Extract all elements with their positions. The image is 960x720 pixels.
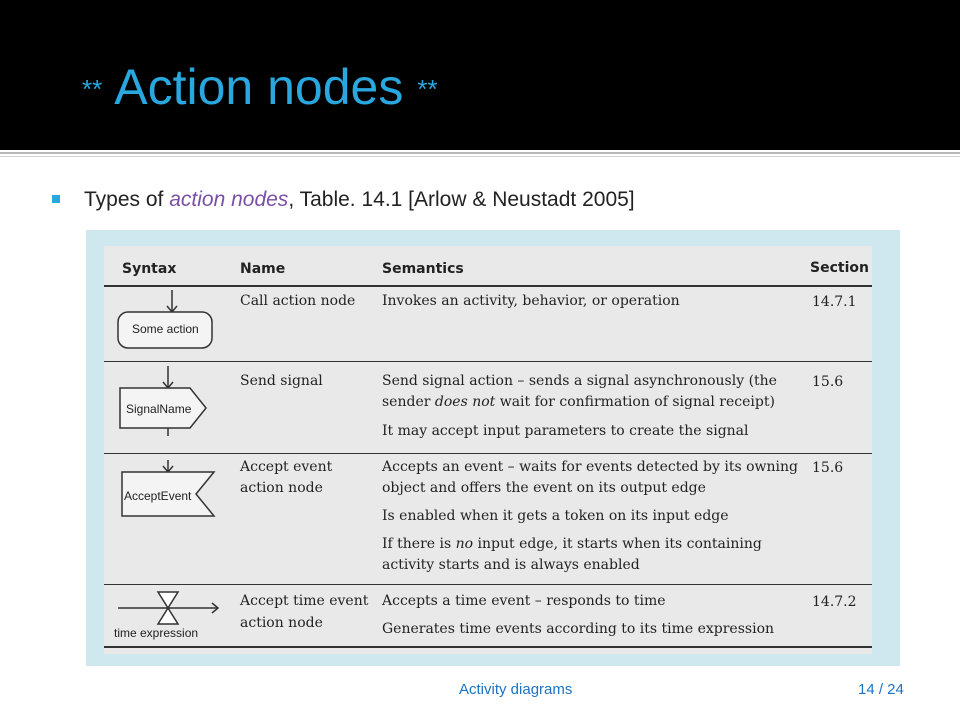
row3-semantics-line2: object and offers the event on its output edge (382, 480, 706, 496)
row3-name-line1: Accept event (240, 459, 333, 475)
title-band (0, 0, 960, 150)
row2-semantics-emphasis: does not (434, 394, 496, 410)
row3-semantics-line4-a: If there is (382, 536, 456, 552)
header-semantics: Semantics (382, 261, 464, 277)
call-action-label: Some action (132, 322, 199, 336)
bullet-text-pre: Types of (84, 188, 170, 211)
accept-event-label: AcceptEvent (124, 489, 192, 503)
page-number: 14 / 24 (858, 681, 904, 698)
row1-section: 14.7.1 (812, 294, 857, 310)
row2-semantics-line2-a: sender (382, 394, 435, 410)
send-signal-label: SignalName (126, 402, 192, 416)
row2-semantics-line2-b: wait for confirmation of signal receipt) (495, 394, 775, 410)
title-divider (0, 152, 960, 154)
row3-semantics-line3: Is enabled when it gets a token on its input edge (382, 508, 729, 524)
title-divider-thin (0, 156, 960, 157)
row1-name: Call action node (240, 293, 356, 309)
header-name: Name (240, 261, 286, 277)
row1-semantics: Invokes an activity, behavior, or operation (382, 293, 680, 309)
row3-semantics-line5: activity starts and is always enabled (382, 557, 640, 573)
slide-title (82, 58, 438, 116)
row2-rule (104, 453, 872, 454)
row2-semantics-line3: It may accept input parameters to create the signal (382, 423, 749, 439)
bullet-item (52, 188, 635, 212)
row4-name-line1: Accept time event (240, 593, 369, 609)
title-stars-left: ** (82, 74, 103, 104)
action-nodes-table (104, 246, 872, 654)
row3-semantics-line4 (382, 534, 762, 555)
row1-rule (104, 361, 872, 362)
time-expression-label: time expression (114, 626, 199, 640)
accept-time-event-symbol (114, 588, 224, 628)
row3-semantics-emphasis: no (455, 536, 474, 552)
row2-name: Send signal (240, 373, 323, 389)
row2-section: 15.6 (812, 374, 844, 390)
row2-semantics-line2 (382, 392, 775, 413)
header-section: Section (810, 260, 869, 276)
call-action-symbol (114, 286, 224, 356)
send-signal-symbol (114, 364, 224, 436)
title-stars-right: ** (417, 74, 438, 104)
header-syntax: Syntax (122, 261, 177, 277)
bullet-text-emphasis: action nodes (169, 188, 289, 211)
row4-name-line2: action node (240, 615, 323, 631)
row4-semantics-line2: Generates time events according to its time expression (382, 621, 775, 637)
footer-title: Activity diagrams (459, 681, 573, 698)
row4-semantics-line1: Accepts a time event – responds to time (382, 593, 666, 609)
row3-rule (104, 584, 872, 585)
row3-name-line2: action node (240, 480, 323, 496)
row4-section: 14.7.2 (812, 594, 857, 610)
bullet-text-post: , Table. 14.1 [Arlow & Neustadt 2005] (288, 188, 635, 211)
title-text: Action nodes (114, 59, 404, 115)
row3-semantics-line1: Accepts an event – waits for events detected by its owning (382, 459, 798, 475)
row3-semantics-line4-b: input edge, it starts when its containing (473, 536, 762, 552)
bullet-square-icon (52, 195, 60, 203)
bottom-rule (104, 646, 872, 648)
row3-section: 15.6 (812, 460, 844, 476)
row2-semantics-line1: Send signal action – sends a signal asynchronously (the (382, 373, 777, 389)
